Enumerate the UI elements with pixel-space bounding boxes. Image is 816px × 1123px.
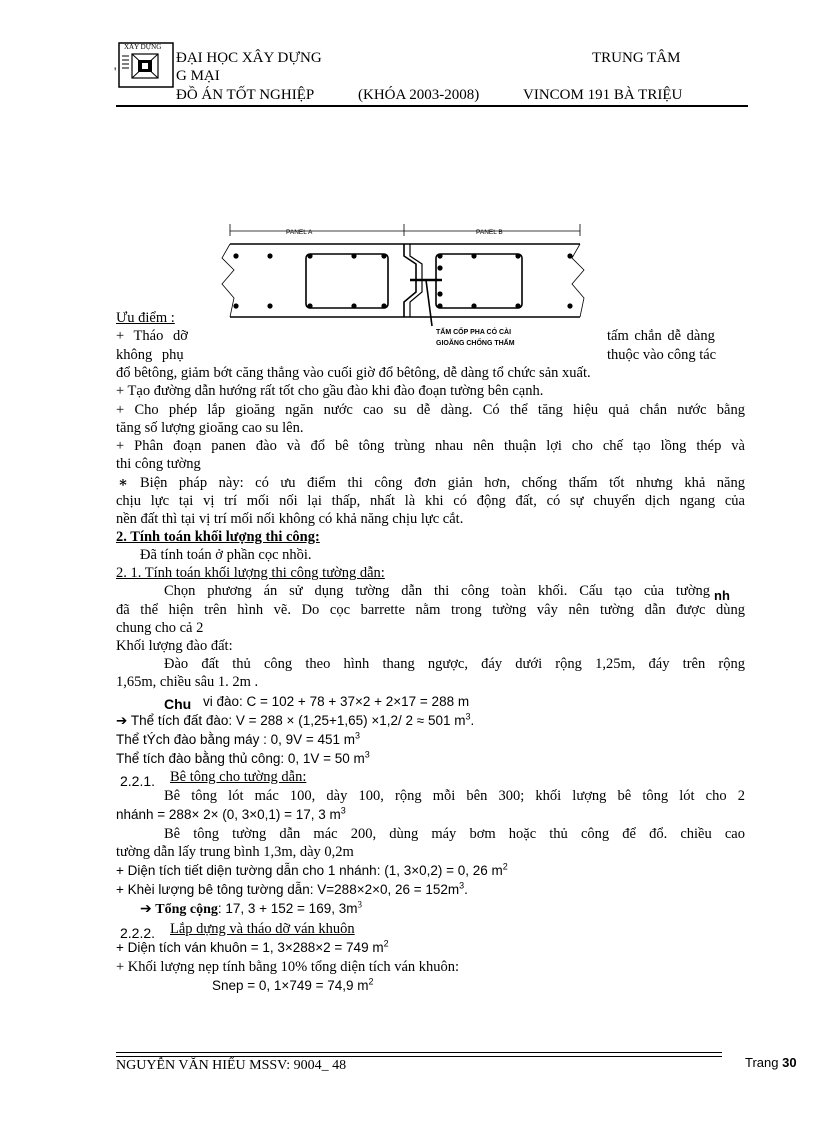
- concrete-line5: [116, 862, 508, 880]
- adv1-part1: + Tháo dỡ: [116, 328, 188, 344]
- formwork-line3-sup: 2: [368, 976, 374, 987]
- total-value: : 17, 3 + 152 = 169, 3m: [217, 901, 358, 916]
- total-arrow-icon: ➔: [140, 902, 152, 917]
- footer-author: NGUYỄN VĂN HIẾU MSSV: 9004_ 48: [116, 1058, 347, 1073]
- perimeter-prefix: Chu: [164, 696, 192, 712]
- footer-page: [745, 1055, 797, 1070]
- section-2-2-2-title: Lắp dựng và tháo dỡ ván khuôn: [170, 921, 355, 937]
- concrete-line4: tường dẫn lấy trung bình 1,3m, dày 0,2m: [116, 844, 354, 860]
- concrete-line1: Bê tông lót mác 100, dày 100, rộng mỗi bên 300; khối lượng bê tông lót cho 2: [164, 788, 745, 804]
- section-2-title: 2. Tính toán khối lượng thi công:: [116, 529, 320, 545]
- note-line2: chịu lực tại vị trí mối nối lại thấp, nhất là khi có động đất, có sự chuyển dịch ngang của: [116, 493, 745, 509]
- header-course: (KHÓA 2003-2008): [358, 87, 480, 103]
- panel-a-label: PANEL A: [286, 229, 313, 236]
- note-line3: nền đất thì tại vị trí mối nối không có khả năng chịu lực cắt.: [116, 511, 464, 527]
- header-project: ĐỒ ÁN TỐT NGHIỆP: [176, 87, 315, 103]
- bullet-icon: ∗: [118, 475, 129, 491]
- adv1-part2: tấm chắn dễ dàng: [607, 328, 715, 344]
- section-2-2-1-number: 2.2.1.: [120, 773, 156, 789]
- header-building: VINCOM 191 BÀ TRIỆU: [523, 87, 683, 103]
- advantages-title: Ưu điểm :: [116, 310, 175, 326]
- formwork-line3: [212, 977, 374, 995]
- manual-line: [116, 750, 370, 768]
- volume-text: Thể tích đất đào: V = 288 × (1,25+1,65) ×1,2/ 2 ≈ 501 m: [130, 713, 466, 728]
- machine-line: [116, 731, 360, 749]
- header-mark: ': [114, 64, 117, 79]
- manual-text: Thể tích đào bằng thủ công: 0, 1V = 50 m: [116, 751, 365, 766]
- adv4-line1: + Phân đoạn panen đào và đổ bê tông trùng nhau nên thuận lợi cho chế tạo lồng thép và: [116, 438, 745, 454]
- formwork-line3-text: Snep = 0, 1×749 = 74,9 m: [212, 978, 369, 993]
- excavation-line1: Đào đất thủ công theo hình thang ngược, đáy dưới rộng 1,25m, đáy trên rộng: [164, 656, 745, 672]
- concrete-line6: + Khèi lượng bê tông tường dẫn: V=288×2×0, $26 = 152m^3$.: [116, 880, 468, 897]
- concrete-line2-sup: 3: [340, 805, 346, 816]
- section-2-2-2-number: 2.2.2.: [120, 925, 156, 941]
- adv4-line2: thi công tường: [116, 456, 201, 472]
- sec21-line1: Chọn phương án sử dụng tường dẫn thi công toàn khối. Cấu tạo của tường: [164, 583, 710, 599]
- volume-sup: 3: [465, 711, 471, 722]
- machine-sup: 3: [355, 730, 361, 741]
- concrete-line6-sup: 3: [459, 880, 465, 891]
- page-label: Trang: [745, 1055, 779, 1070]
- concrete-line5-text: + Diện tích tiết diện tường dẫn cho 1 nhánh: (1, 3×0,2) = 0, 26 m: [116, 863, 503, 878]
- note-line1: Biện pháp này: có ưu điểm thi công đơn giản hơn, chống thấm tốt nhưng khả năng: [140, 475, 745, 491]
- adv1-line3: đổ bêtông, giảm bớt căng thẳng vào cuối giờ đổ bêtông, dễ dàng tổ chức sản xuất.: [116, 365, 591, 381]
- concrete-line2: [116, 806, 346, 824]
- perimeter-formula: vi đào: C = 102 + 78 + 37×2 + 2×17 = 288 m: [203, 694, 470, 709]
- callout-line-1: TẤM CỐP PHA CÓ CÀI: [436, 329, 512, 336]
- adv2: + Tạo đường dẫn hướng rất tốt cho gầu đào khi đào đoạn tường bên cạnh.: [116, 383, 544, 399]
- university-logo: [118, 42, 174, 88]
- header-rule: [116, 105, 748, 107]
- formwork-line1-sup: 2: [383, 938, 389, 949]
- panel-b-label: PANEL B: [476, 229, 503, 236]
- sec21-fragment: nh: [714, 588, 730, 603]
- adv1-part4: thuộc vào công tác: [607, 347, 717, 363]
- section-2-2-1-title: Bê tông cho tường dẫn:: [170, 769, 307, 785]
- concrete-line2-text: nhánh = 288× 2× (0, 3×0,1) = 17, 3 m: [116, 807, 341, 822]
- total-sup: 3: [357, 899, 362, 910]
- excavation-label: Khối lượng đào đất:: [116, 638, 233, 654]
- manual-sup: 3: [364, 749, 370, 760]
- formwork-line1: [116, 939, 389, 957]
- header-center: TRUNG TÂM: [592, 50, 681, 66]
- volume-end: .: [470, 713, 475, 728]
- concrete-line3: Bê tông tường dẫn mác 200, dùng máy bơm hoặc thủ công để đổ. chiều cao: [164, 826, 745, 842]
- formwork-line1-text: + Diện tích ván khuôn = 1, 3×288×2 = 749 m: [116, 940, 384, 955]
- logo-text-top: XÂY DỰNG: [124, 43, 162, 51]
- header-center-cont: G MẠI: [176, 68, 220, 84]
- sec21-line2: đã thể hiện trên hình vẽ. Do cọc barrette nằm trong tường vây nên tường dẫn được dùng: [116, 602, 745, 618]
- section-2-text: Đã tính toán ở phần cọc nhồi.: [140, 547, 312, 563]
- panel-joint-figure: [214, 222, 596, 352]
- footer-rule-bottom: [116, 1056, 722, 1057]
- callout-line-2: GIOĂNG CHỐNG THẤM: [436, 340, 515, 347]
- machine-text: Thể tÝch đào bằng máy : 0, 9V = 451 m: [116, 732, 356, 747]
- adv3-line1: + Cho phép lắp gioăng ngăn nước cao su dễ dàng. Có thể tăng hiệu quả chắn nước bằng: [116, 402, 745, 418]
- header-school: ĐẠI HỌC XÂY DỰNG: [176, 50, 322, 66]
- excavation-line2: 1,65m, chiều sâu 1. 2m .: [116, 674, 259, 690]
- adv1-part3: không phụ: [116, 347, 184, 363]
- page-number: 30: [782, 1055, 797, 1070]
- formwork-line2: + Khối lượng nẹp tính bằng 10% tổng diện tích ván khuôn:: [116, 959, 460, 975]
- concrete-line5-sup: 2: [502, 861, 508, 872]
- adv3-line2: tăng số lượng gioăng cao su lên.: [116, 420, 304, 436]
- arrow-icon: ➔: [116, 713, 128, 728]
- volume-line: [116, 712, 474, 730]
- total-line: [140, 900, 362, 919]
- footer-rule-top: [116, 1052, 722, 1053]
- total-label: Tổng cộng: [155, 902, 218, 917]
- section-2-1-title: 2. 1. Tính toán khối lượng thi công tường dẫn:: [116, 565, 385, 581]
- concrete-line6-text: + Khèi lượng bê tông tường dẫn: V=288×2×0, 26 = 152m: [116, 882, 460, 897]
- sec21-line3: chung cho cả 2: [116, 620, 204, 636]
